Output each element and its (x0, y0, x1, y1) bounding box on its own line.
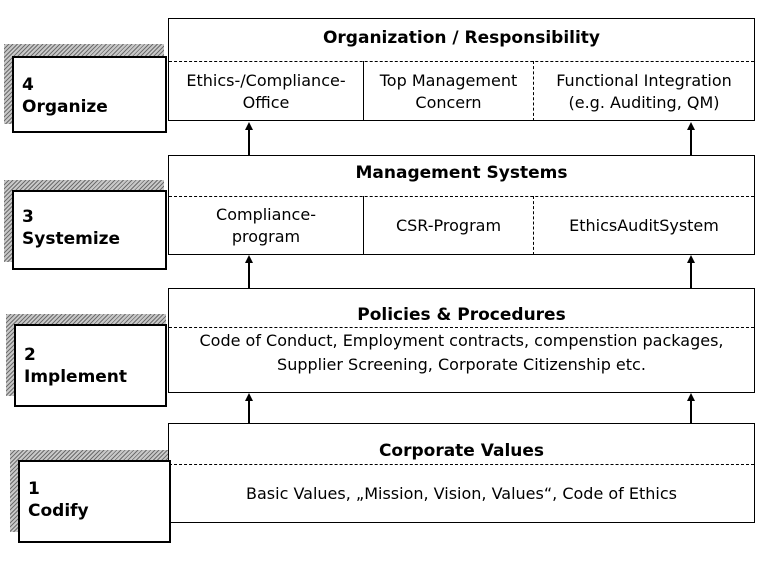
organize-cell-ethics-office: Ethics-/Compliance- Office (186, 71, 346, 112)
systemize-cell-compliance-program: Compliance- program (216, 205, 316, 246)
organize-cell-functional-integration: Functional Integration (e.g. Auditing, QM) (556, 71, 732, 112)
level-3-label (12, 190, 167, 270)
level-4-name: Organize (22, 97, 108, 117)
level-2-name: Implement (24, 367, 128, 387)
systemize-title-divider (169, 196, 754, 197)
level-4-label (12, 56, 167, 133)
level-3-name: Systemize (22, 229, 121, 249)
arrow-up-right-3-4 (687, 122, 695, 156)
organize-title-divider (169, 61, 754, 62)
implement-title-divider (169, 327, 754, 328)
codify-title: Corporate Values (378, 441, 545, 461)
organize-main-box (168, 18, 755, 121)
systemize-cell-ethics-audit-system: EthicsAuditSystem (569, 216, 719, 235)
implement-description: Code of Conduct, Employment contracts, compenstion packages, Supplier Screening, Corporate Citizenship etc. (199, 331, 724, 374)
level-1-name: Codify (28, 501, 89, 521)
level-3-number: 3 (22, 207, 34, 227)
organize-title: Organization / Responsibility (322, 28, 601, 48)
arrow-up-left-2-3 (245, 255, 253, 289)
level-4-number: 4 (22, 75, 34, 95)
codify-main-box (168, 423, 755, 523)
level-1-number: 1 (28, 479, 40, 499)
implement-main-box (168, 288, 755, 393)
systemize-cell-csr-program: CSR-Program (395, 216, 502, 235)
codify-description: Basic Values, „Mission, Vision, Values“, Code of Ethics (246, 484, 677, 503)
implement-title: Policies & Procedures (357, 305, 566, 325)
arrow-up-left-3-4 (245, 122, 253, 156)
systemize-main-box (168, 155, 755, 255)
arrow-up-right-1-2 (687, 393, 695, 427)
level-2-label (14, 324, 167, 407)
systemize-title: Management Systems (355, 163, 568, 183)
arrow-up-left-1-2 (245, 393, 253, 427)
arrow-up-right-2-3 (687, 255, 695, 289)
organize-cell-top-management: Top Management Concern (379, 71, 518, 112)
level-1-label (18, 460, 171, 543)
level-2-number: 2 (24, 345, 36, 365)
codify-title-divider (169, 464, 754, 465)
